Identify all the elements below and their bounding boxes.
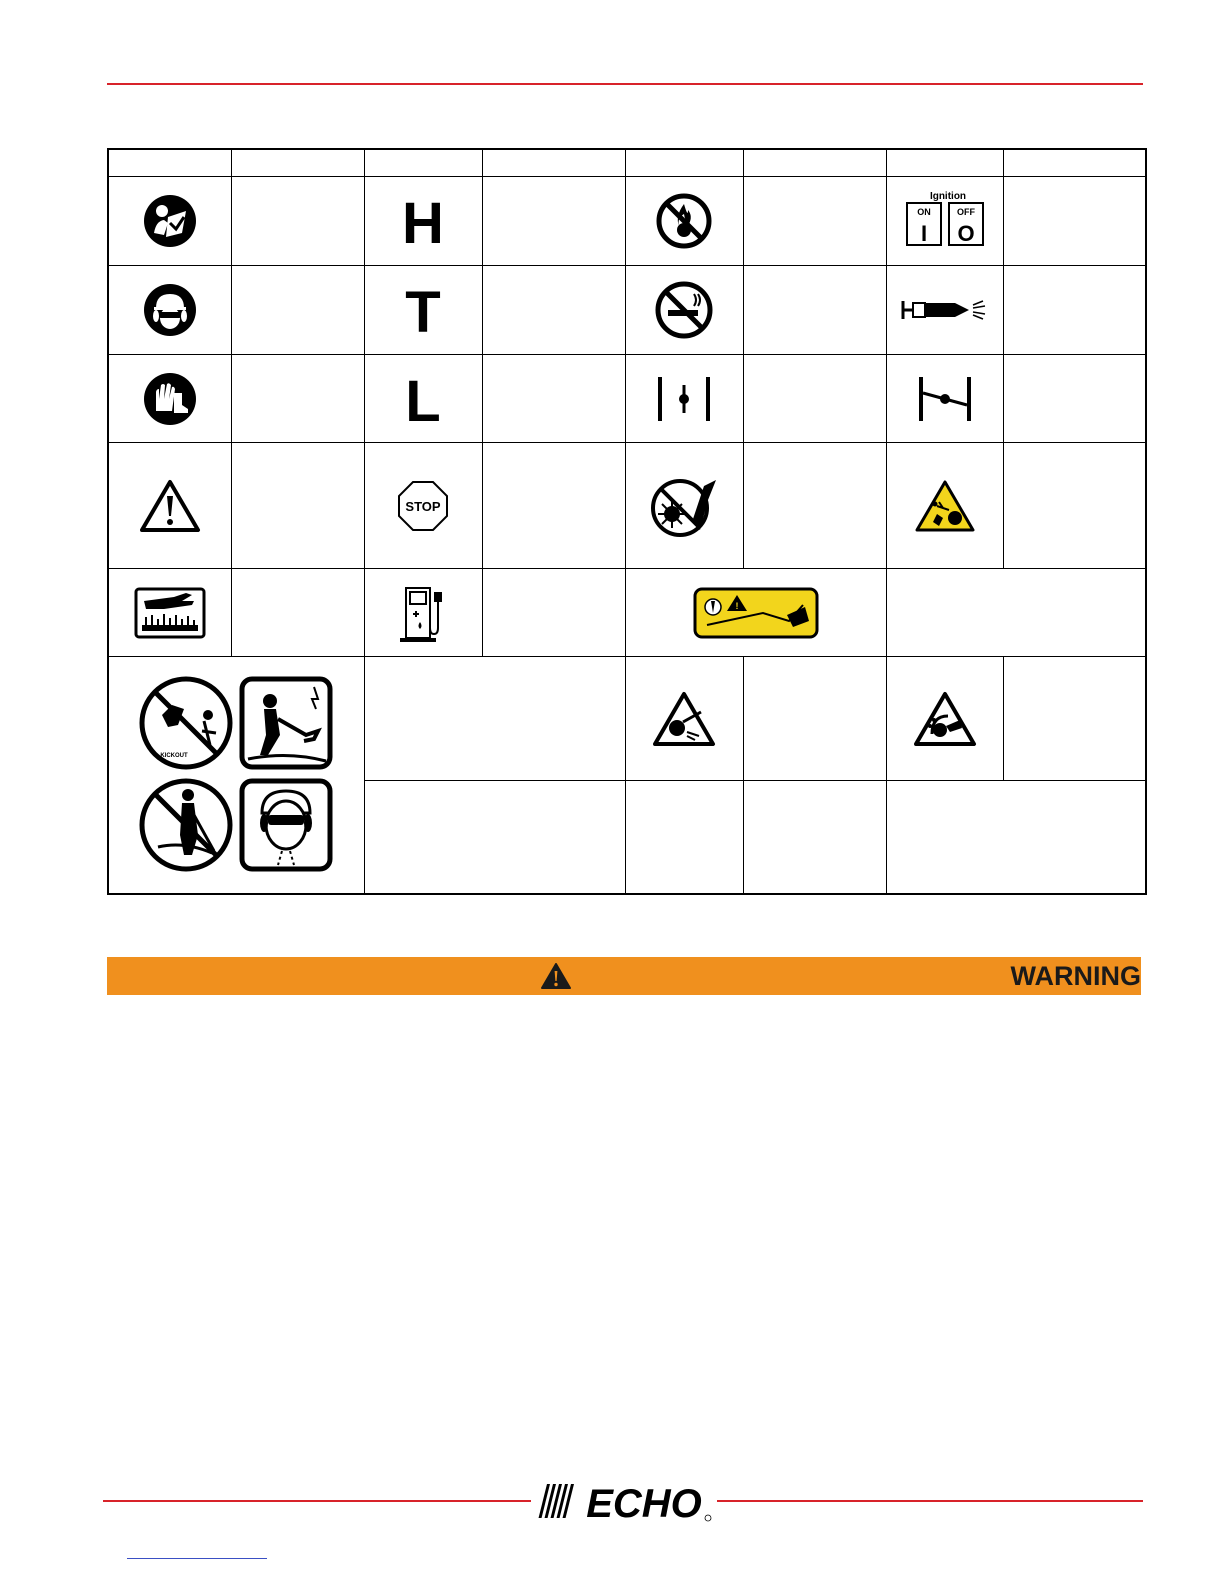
table-row <box>108 569 1146 657</box>
thrown-object-hazard-icon <box>913 478 977 534</box>
symbol-cell <box>364 355 482 443</box>
description-cell <box>482 266 625 355</box>
description-cell <box>231 355 364 443</box>
head-eye-ear-protection-icon <box>142 282 198 338</box>
table-row <box>108 266 1146 355</box>
blade-thrust-icon <box>912 690 978 748</box>
warning-triangle-icon <box>540 962 572 990</box>
header-cell <box>364 149 482 177</box>
symbol-cell <box>108 266 231 355</box>
choke-open-icon <box>654 373 714 425</box>
letter-l-icon <box>398 371 448 427</box>
symbol-cell <box>886 355 1003 443</box>
header-cell <box>1003 149 1146 177</box>
description-cell <box>231 443 364 569</box>
description-cell <box>743 355 886 443</box>
header-cell <box>108 149 231 177</box>
warning-title: WARNING <box>1010 960 1141 991</box>
thrown-objects-icon <box>651 690 717 748</box>
kickout-text: KICKOUT <box>160 753 188 760</box>
kickback-operation-icons <box>138 675 334 875</box>
description-cell <box>625 781 743 894</box>
stop-sign-icon <box>397 480 449 532</box>
ignition-on-symbol: I <box>920 221 927 247</box>
symbol-cell <box>625 569 886 657</box>
description-cell <box>231 569 364 657</box>
letter-t-icon <box>398 282 448 338</box>
hot-surface-icon <box>134 587 206 639</box>
symbol-cell <box>108 569 231 657</box>
header-cell <box>625 149 743 177</box>
symbol-cell <box>886 266 1003 355</box>
symbol-cell <box>625 443 743 569</box>
symbol-cell <box>108 443 231 569</box>
letter-h-icon <box>398 193 448 249</box>
table-row <box>108 443 1146 569</box>
symbol-cell <box>886 177 1003 266</box>
symbol-cell <box>364 266 482 355</box>
header-cell <box>482 149 625 177</box>
description-cell <box>482 569 625 657</box>
description-cell <box>1003 355 1146 443</box>
description-cell <box>231 266 364 355</box>
ignition-switch-icon <box>900 189 990 253</box>
letter-h: H <box>402 193 444 250</box>
header-cell <box>743 149 886 177</box>
symbol-cell <box>108 177 231 266</box>
header-cell <box>231 149 364 177</box>
symbol-cell <box>625 355 743 443</box>
symbol-cell <box>886 443 1003 569</box>
symbol-cell <box>364 443 482 569</box>
description-cell <box>743 781 886 894</box>
ignition-on-label: ON <box>916 207 931 218</box>
gloves-boots-icon <box>142 371 198 427</box>
ignition-off-label: OFF <box>956 207 975 218</box>
warning-banner <box>107 957 1141 995</box>
description-cell <box>1003 266 1146 355</box>
no-smoking-icon <box>654 280 714 340</box>
no-open-flame-icon <box>655 192 713 250</box>
description-cell <box>886 781 1146 894</box>
echo-logo <box>534 1480 716 1524</box>
ignition-title: Ignition <box>929 191 966 203</box>
ignition-off-symbol: O <box>956 221 975 247</box>
description-cell <box>743 443 886 569</box>
table-row <box>108 355 1146 443</box>
primer-bulb-icon <box>899 297 991 323</box>
table-header-row <box>108 149 1146 177</box>
brand-name: ECHO <box>586 1482 702 1524</box>
description-cell <box>482 177 625 266</box>
description-cell <box>482 443 625 569</box>
description-cell <box>743 657 886 781</box>
header-cell <box>886 149 1003 177</box>
footer-rule-left <box>103 1500 531 1502</box>
symbol-cell <box>108 657 364 894</box>
description-cell <box>482 355 625 443</box>
symbol-cell <box>364 177 482 266</box>
symbol-cell <box>364 569 482 657</box>
symbol-cell <box>108 355 231 443</box>
footer-rule-right <box>717 1500 1143 1502</box>
description-cell <box>364 657 625 781</box>
symbols-table <box>107 148 1147 895</box>
symbol-cell <box>625 266 743 355</box>
safety-alert-icon <box>138 478 202 534</box>
table-row <box>108 177 1146 266</box>
fuel-pump-icon <box>396 580 450 646</box>
letter-t: T <box>405 282 441 339</box>
distance-warning-label-icon <box>693 587 819 639</box>
no-metal-blade-icon <box>646 474 722 538</box>
description-cell <box>743 266 886 355</box>
symbol-cell <box>625 177 743 266</box>
stop-sign-text: STOP <box>405 498 441 514</box>
description-cell <box>1003 657 1146 781</box>
header-rule <box>107 83 1143 85</box>
symbol-cell <box>625 657 743 781</box>
description-cell <box>364 781 625 894</box>
description-cell <box>1003 443 1146 569</box>
letter-l: L <box>405 370 441 427</box>
description-cell <box>1003 177 1146 266</box>
symbol-cell <box>886 657 1003 781</box>
table-row <box>108 657 1146 781</box>
svg-text:!: ! <box>735 600 738 611</box>
footer-link-underline[interactable] <box>127 1558 267 1559</box>
choke-closed-icon <box>915 373 975 425</box>
read-manual-icon <box>142 193 198 249</box>
description-cell <box>231 177 364 266</box>
description-cell <box>743 177 886 266</box>
description-cell <box>886 569 1146 657</box>
